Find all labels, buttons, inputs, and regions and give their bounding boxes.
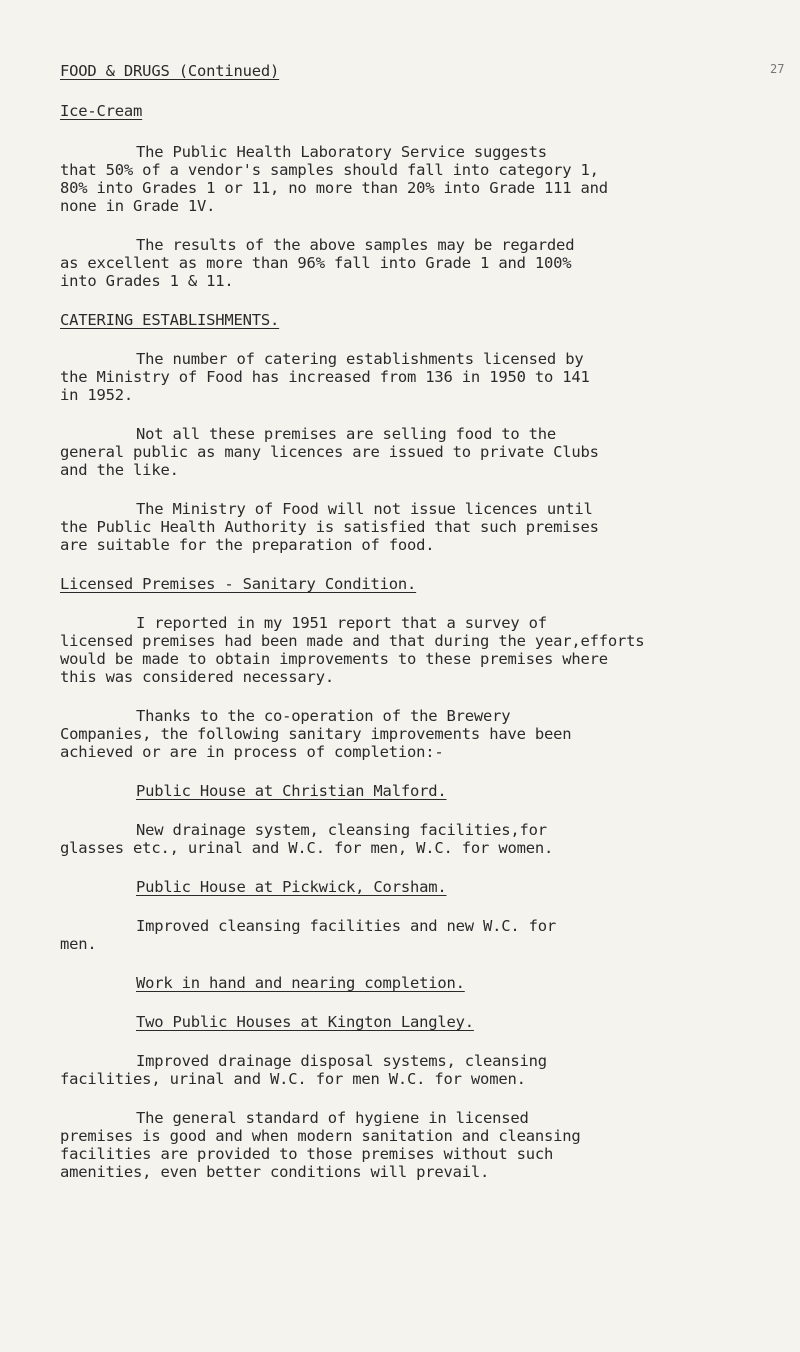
paragraph-line: in 1952. (60, 386, 134, 404)
paragraph-line: New drainage system, cleansing facilities,for (136, 821, 547, 839)
paragraph-line: Companies, the following sanitary improvements have been (60, 725, 572, 743)
paragraph-line: Not all these premises are selling food to the (136, 425, 557, 443)
paragraph-line: facilities are provided to those premises without such (60, 1145, 554, 1163)
malford-heading: Public House at Christian Malford. (136, 782, 447, 800)
page-mark: 27 (770, 62, 785, 76)
paragraph-line: none in Grade 1V. (60, 197, 216, 215)
catering-heading: CATERING ESTABLISHMENTS. (60, 311, 280, 329)
paragraph-line: glasses etc., urinal and W.C. for men, W.C. for women. (60, 839, 554, 857)
kington-langley-heading: Two Public Houses at Kington Langley. (136, 1013, 474, 1031)
page-header: FOOD & DRUGS (Continued) (60, 62, 280, 80)
paragraph-line: The Ministry of Food will not issue licences until (136, 500, 593, 518)
paragraph-line: I reported in my 1951 report that a survey of (136, 614, 547, 632)
paragraph-line: facilities, urinal and W.C. for men W.C. for women. (60, 1070, 526, 1088)
ice-cream-heading: Ice-Cream (60, 102, 143, 120)
paragraph-line: Improved drainage disposal systems, cleansing (136, 1052, 547, 1070)
paragraph-line: into Grades 1 & 11. (60, 272, 234, 290)
paragraph-line: men. (60, 935, 97, 953)
paragraph-line: Thanks to the co-operation of the Brewery (136, 707, 511, 725)
work-in-hand-heading: Work in hand and nearing completion. (136, 974, 465, 992)
pickwick-heading: Public House at Pickwick, Corsham. (136, 878, 447, 896)
paragraph-line: this was considered necessary. (60, 668, 334, 686)
licensed-premises-heading: Licensed Premises - Sanitary Condition. (60, 575, 417, 593)
paragraph-line: the Public Health Authority is satisfied that such premises (60, 518, 599, 536)
paragraph-line: achieved or are in process of completion:- (60, 743, 444, 761)
paragraph-line: the Ministry of Food has increased from 136 in 1950 to 141 (60, 368, 590, 386)
paragraph-line: as excellent as more than 96% fall into Grade 1 and 100% (60, 254, 572, 272)
paragraph-line: are suitable for the preparation of food. (60, 536, 435, 554)
paragraph-line: 80% into Grades 1 or 11, no more than 20% into Grade 111 and (60, 179, 608, 197)
paragraph-line: that 50% of a vendor's samples should fall into category 1, (60, 161, 599, 179)
paragraph-line: general public as many licences are issued to private Clubs (60, 443, 599, 461)
paragraph-line: The number of catering establishments licensed by (136, 350, 584, 368)
paragraph-line: and the like. (60, 461, 179, 479)
paragraph-line: amenities, even better conditions will prevail. (60, 1163, 490, 1181)
paragraph-line: would be made to obtain improvements to these premises where (60, 650, 608, 668)
paragraph-line: licensed premises had been made and that during the year,efforts (60, 632, 645, 650)
paragraph-line: The results of the above samples may be regarded (136, 236, 575, 254)
paragraph-line: premises is good and when modern sanitation and cleansing (60, 1127, 581, 1145)
paragraph-line: Improved cleansing facilities and new W.C. for (136, 917, 557, 935)
paragraph-line: The general standard of hygiene in licensed (136, 1109, 529, 1127)
paragraph-line: The Public Health Laboratory Service suggests (136, 143, 547, 161)
